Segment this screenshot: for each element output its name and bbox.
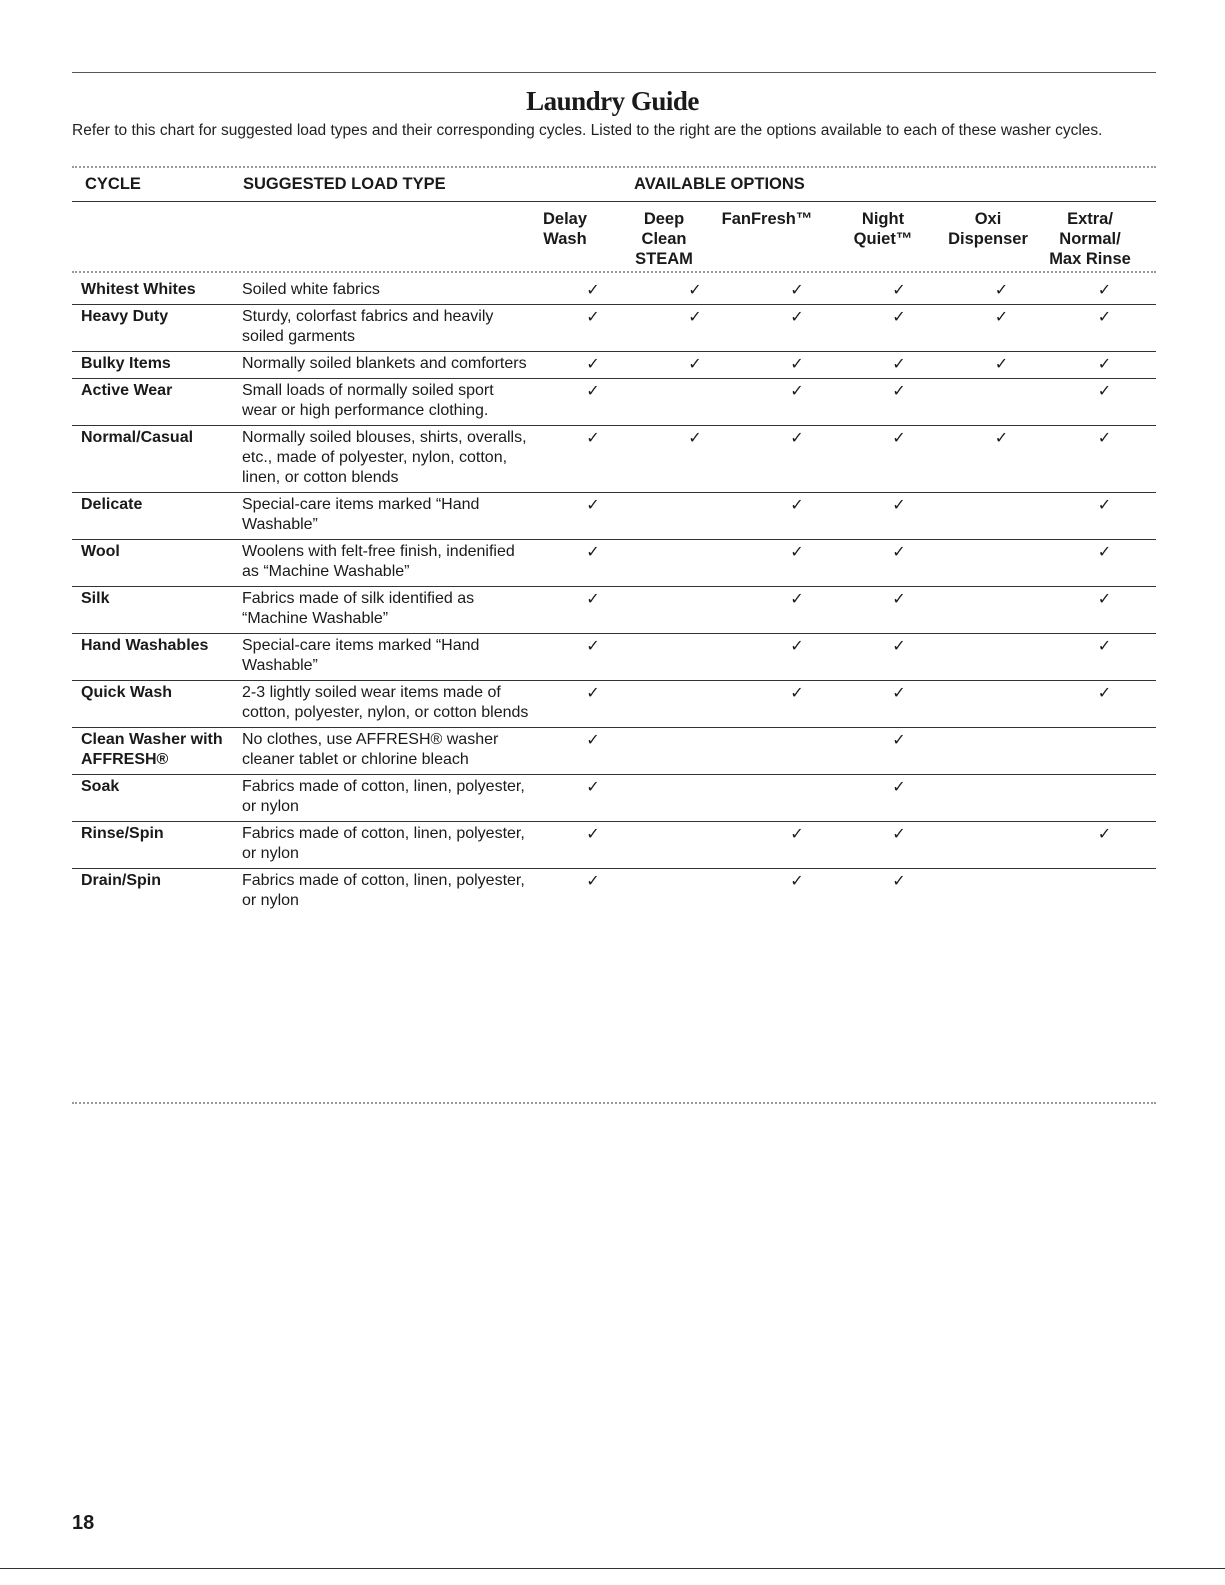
empty-option-cell (644, 587, 746, 634)
checkmark-icon: ✓ (892, 777, 906, 796)
empty-option-cell (644, 493, 746, 540)
empty-option-cell (950, 681, 1053, 728)
checkmark-icon: ✓ (790, 428, 804, 447)
option-column-header (1030, 209, 1150, 269)
checkmark-icon: ✓ (586, 542, 600, 561)
cycle-name: Bulky Items (81, 355, 171, 372)
checkmark-icon: ✓ (586, 589, 600, 608)
checkmark-icon: ✓ (790, 636, 804, 655)
checkmark-icon: ✓ (1097, 381, 1112, 400)
checkmark-icon: ✓ (892, 871, 906, 890)
dotted-divider (72, 166, 1156, 168)
checkmark-icon: ✓ (1097, 824, 1112, 843)
checkmark-icon: ✓ (994, 428, 1009, 447)
empty-option-cell (644, 540, 746, 587)
checkmark-icon: ✓ (1097, 354, 1112, 373)
table-row (72, 352, 1156, 379)
checkmark-icon: ✓ (790, 354, 804, 373)
checkmark-icon: ✓ (1097, 589, 1112, 608)
header-cycle: CYCLE (85, 175, 141, 193)
checkmark-icon: ✓ (586, 428, 600, 447)
empty-option-cell (950, 728, 1053, 775)
checkmark-icon: ✓ (790, 683, 804, 702)
checkmark-icon: ✓ (892, 280, 906, 299)
checkmark-icon: ✓ (586, 730, 600, 749)
checkmark-icon: ✓ (1097, 636, 1112, 655)
empty-option-cell (950, 379, 1053, 426)
checkmark-icon: ✓ (994, 307, 1009, 326)
empty-option-cell (644, 681, 746, 728)
empty-option-cell (950, 540, 1053, 587)
load-type: Small loads of normally soiled sport wear or high performance clothing. (242, 382, 494, 419)
load-type: Fabrics made of cotton, linen, polyester, or nylon (242, 872, 525, 909)
header-load-type: SUGGESTED LOAD TYPE (243, 175, 446, 193)
page-number: 18 (72, 1512, 95, 1534)
checkmark-icon: ✓ (790, 824, 804, 843)
cycle-name: Wool (81, 543, 120, 560)
option-header-line: Extra/ (1067, 210, 1113, 228)
checkmark-icon: ✓ (1097, 280, 1112, 299)
checkmark-icon: ✓ (586, 495, 600, 514)
cycle-name: Rinse/Spin (81, 825, 164, 842)
cycle-name: Clean Washer with AFFRESH® (81, 731, 223, 768)
checkmark-icon: ✓ (790, 381, 804, 400)
checkmark-icon: ✓ (586, 777, 600, 796)
table-row (72, 540, 1156, 587)
checkmark-icon: ✓ (586, 354, 600, 373)
empty-option-cell (644, 728, 746, 775)
empty-option-cell (950, 493, 1053, 540)
empty-option-cell (950, 634, 1053, 681)
checkmark-icon: ✓ (892, 730, 906, 749)
empty-option-cell (644, 634, 746, 681)
cycle-name: Whitest Whites (81, 281, 196, 298)
checkmark-icon: ✓ (892, 354, 906, 373)
checkmark-icon: ✓ (790, 280, 804, 299)
empty-option-cell (950, 775, 1053, 822)
checkmark-icon: ✓ (1097, 683, 1112, 702)
checkmark-icon: ✓ (586, 683, 600, 702)
checkmark-icon: ✓ (586, 824, 600, 843)
option-header-line: STEAM (635, 250, 693, 268)
cycle-name: Hand Washables (81, 637, 209, 654)
empty-option-cell (644, 379, 746, 426)
option-column-header (707, 209, 827, 229)
load-type: Fabrics made of cotton, linen, polyester, or nylon (242, 825, 525, 862)
checkmark-icon: ✓ (790, 542, 804, 561)
checkmark-icon: ✓ (1097, 307, 1112, 326)
laundry-guide-table (72, 278, 1156, 915)
load-type: No clothes, use AFFRESH® washer cleaner tablet or chlorine bleach (242, 731, 499, 768)
table-row (72, 379, 1156, 426)
table-row (72, 869, 1156, 916)
page-title: Laundry Guide (526, 86, 699, 116)
option-column-header (823, 209, 943, 249)
empty-option-cell (950, 587, 1053, 634)
checkmark-icon: ✓ (892, 589, 906, 608)
dotted-divider (72, 1102, 1156, 1104)
cycle-name: Silk (81, 590, 110, 607)
cycle-name: Normal/Casual (81, 429, 194, 446)
checkmark-icon: ✓ (586, 381, 600, 400)
load-type: Normally soiled blouses, shirts, overalls, etc., made of polyester, nylon, cotton, linen, or cotton blends (242, 429, 527, 486)
load-type: Soiled white fabrics (242, 281, 380, 298)
table-row (72, 634, 1156, 681)
checkmark-icon: ✓ (688, 307, 702, 326)
checkmark-icon: ✓ (688, 280, 702, 299)
checkmark-icon: ✓ (994, 354, 1009, 373)
table-row (72, 587, 1156, 634)
cycle-name: Soak (81, 778, 120, 795)
table-row (72, 493, 1156, 540)
empty-option-cell (1053, 869, 1156, 916)
checkmark-icon: ✓ (892, 495, 906, 514)
checkmark-icon: ✓ (586, 280, 600, 299)
checkmark-icon: ✓ (586, 307, 600, 326)
cycle-name: Active Wear (81, 382, 173, 399)
checkmark-icon: ✓ (586, 636, 600, 655)
load-type: Special-care items marked “Hand Washable” (242, 496, 480, 533)
empty-option-cell (1053, 775, 1156, 822)
bottom-rule (0, 1568, 1225, 1569)
option-header-line: Night (861, 210, 905, 228)
intro-text: Refer to this chart for suggested load types and their corresponding cycles. Listed to the right are the options available to each of these washer cycles. (72, 122, 1103, 139)
cycle-name: Delicate (81, 496, 143, 513)
checkmark-icon: ✓ (1097, 428, 1112, 447)
option-header-line: Max Rinse (1049, 250, 1131, 268)
option-header-line: Quiet™ (853, 230, 913, 248)
table-row (72, 775, 1156, 822)
checkmark-icon: ✓ (892, 542, 906, 561)
empty-option-cell (746, 728, 848, 775)
option-header-line: Clean (641, 230, 687, 248)
top-rule (72, 72, 1156, 73)
header-rule (72, 201, 1156, 202)
load-type: Fabrics made of silk identified as “Machine Washable” (242, 590, 475, 627)
checkmark-icon: ✓ (1097, 495, 1112, 514)
checkmark-icon: ✓ (688, 428, 702, 447)
load-type: Woolens with felt-free finish, indenified as “Machine Washable” (242, 543, 515, 580)
checkmark-icon: ✓ (790, 495, 804, 514)
empty-option-cell (644, 822, 746, 869)
checkmark-icon: ✓ (892, 824, 906, 843)
option-header-line: Dispenser (948, 230, 1028, 248)
table-row (72, 681, 1156, 728)
checkmark-icon: ✓ (892, 683, 906, 702)
load-type: 2-3 lightly soiled wear items made of cotton, polyester, nylon, or cotton blends (242, 684, 529, 721)
cycle-name: Drain/Spin (81, 872, 162, 889)
table-row (72, 305, 1156, 352)
checkmark-icon: ✓ (892, 381, 906, 400)
load-type: Sturdy, colorfast fabrics and heavily soiled garments (242, 308, 494, 345)
checkmark-icon: ✓ (688, 354, 702, 373)
empty-option-cell (950, 822, 1053, 869)
cycle-name: Quick Wash (81, 684, 172, 701)
option-header-line: Wash (543, 230, 587, 248)
option-header-line: Deep (643, 210, 685, 228)
load-type: Special-care items marked “Hand Washable” (242, 637, 480, 674)
checkmark-icon: ✓ (892, 428, 906, 447)
checkmark-icon: ✓ (586, 871, 600, 890)
option-header-line: Normal/ (1059, 230, 1121, 248)
option-column-header (604, 209, 724, 269)
empty-option-cell (644, 869, 746, 916)
cycle-name: Heavy Duty (81, 308, 169, 325)
empty-option-cell (950, 869, 1053, 916)
dotted-divider (72, 271, 1156, 273)
load-type: Fabrics made of cotton, linen, polyester, or nylon (242, 778, 525, 815)
checkmark-icon: ✓ (892, 636, 906, 655)
checkmark-icon: ✓ (790, 307, 804, 326)
checkmark-icon: ✓ (1097, 542, 1112, 561)
option-header-line: Delay (542, 210, 588, 228)
empty-option-cell (644, 775, 746, 822)
table-row (72, 426, 1156, 493)
table-row (72, 728, 1156, 775)
header-available-options: AVAILABLE OPTIONS (634, 175, 805, 193)
checkmark-icon: ✓ (790, 871, 804, 890)
checkmark-icon: ✓ (790, 589, 804, 608)
checkmark-icon: ✓ (892, 307, 906, 326)
option-header-line: FanFresh™ (721, 210, 813, 228)
option-header-line: Oxi (974, 210, 1002, 228)
empty-option-cell (746, 775, 848, 822)
table-row (72, 822, 1156, 869)
table-row (72, 278, 1156, 305)
checkmark-icon: ✓ (994, 280, 1009, 299)
empty-option-cell (1053, 728, 1156, 775)
load-type: Normally soiled blankets and comforters (242, 355, 527, 372)
